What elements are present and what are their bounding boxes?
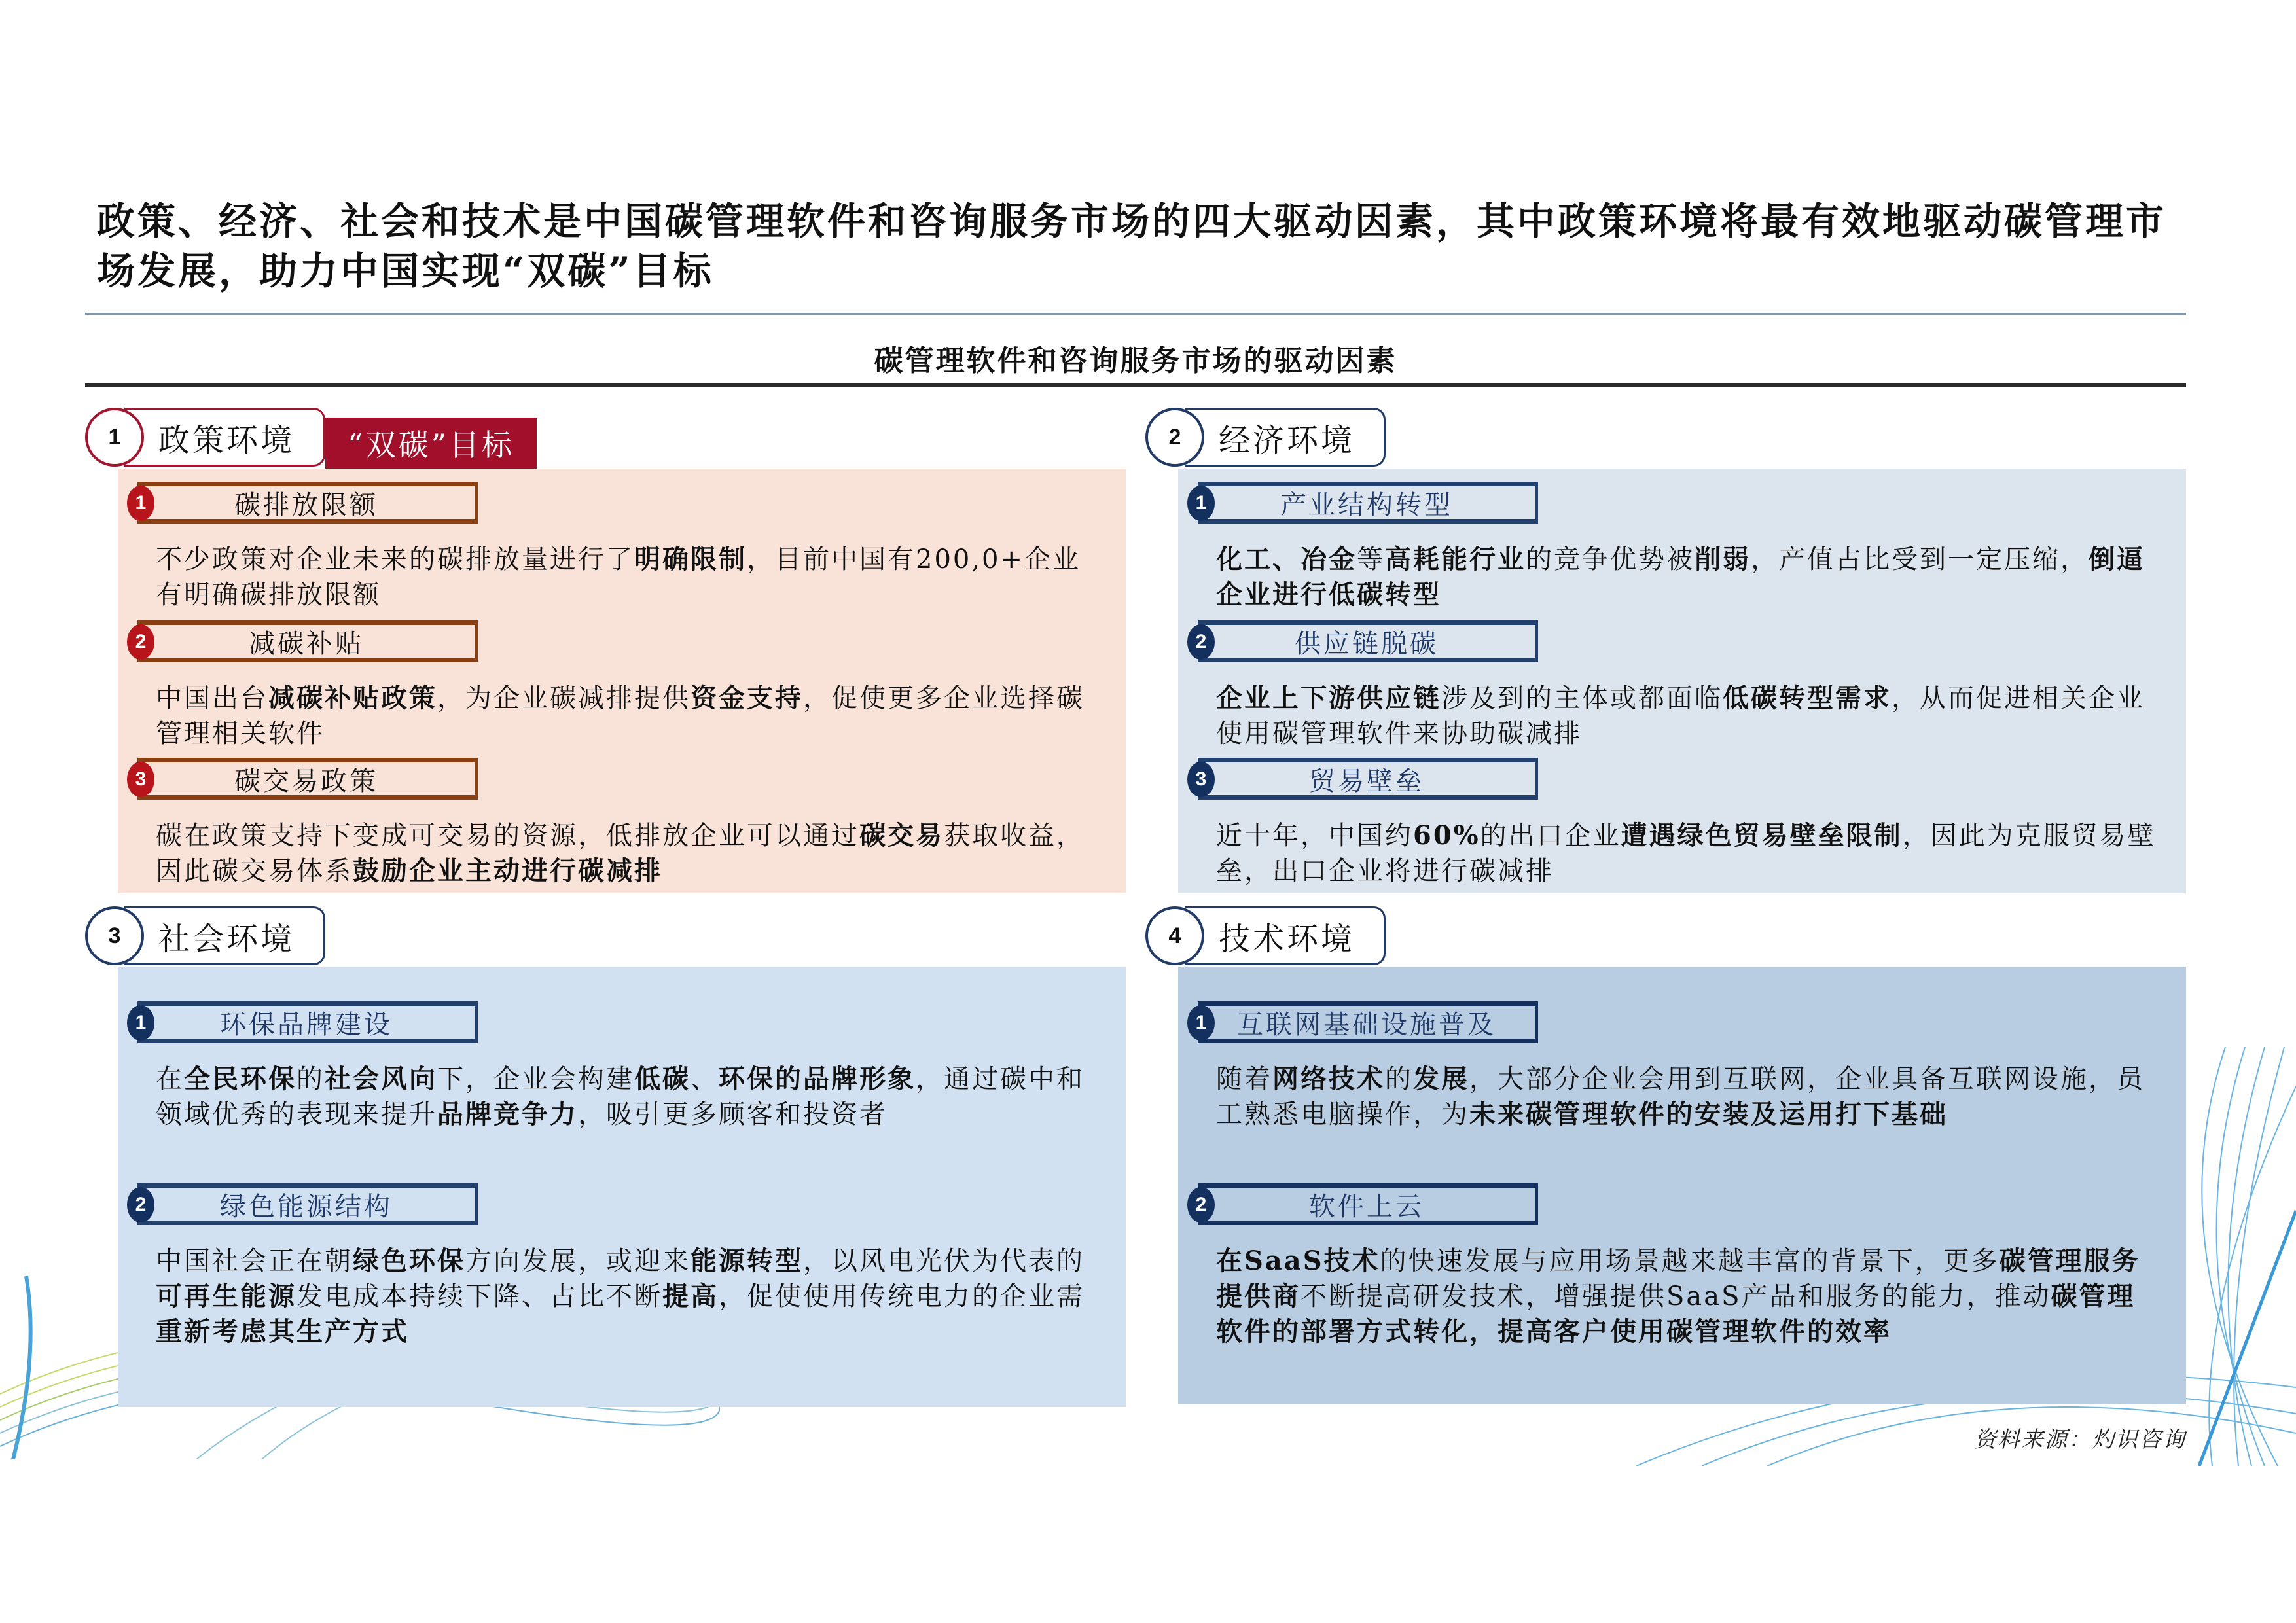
section-number-badge: 4	[1145, 906, 1204, 965]
item-number-icon: 2	[1187, 1187, 1215, 1222]
quadrant-economy	[1145, 406, 2186, 893]
section-number-badge: 2	[1145, 408, 1204, 467]
section-number-badge: 3	[85, 906, 144, 965]
quadrant-society	[85, 904, 1126, 1407]
item-label: 供应链脱碳	[1198, 620, 1538, 662]
section-title: 社会环境	[124, 906, 325, 965]
item-label: 碳排放限额	[137, 482, 478, 524]
subtitle-divider	[85, 383, 2186, 387]
item-label: 绿色能源结构	[137, 1183, 478, 1225]
item-label: 互联网基础设施普及	[1198, 1001, 1538, 1043]
item-description: 中国社会正在朝绿色环保方向发展，或迎来能源转型，以风电光伏为代表的可再生能源发电成本持续下降、占比不断提高，促使使用传统电力的企业需重新考虑其生产方式	[156, 1245, 1085, 1347]
item-label: 贸易壁垒	[1198, 758, 1538, 800]
item-label: 减碳补贴	[137, 620, 478, 662]
item-description: 在SaaS技术的快速发展与应用场景越来越丰富的背景下，更多碳管理服务提供商不断提高研发技术，增强提供SaaS产品和服务的能力，推动碳管理软件的部署方式转化，提高客户使用碳管理软件的效率	[1216, 1245, 2140, 1347]
item-number-icon: 1	[1187, 486, 1215, 521]
economy-header	[1145, 406, 1386, 469]
item-description: 不少政策对企业未来的碳排放量进行了明确限制，目前中国有200,0+企业有明确碳排放限额	[156, 544, 1081, 610]
item-number-icon: 2	[1187, 624, 1215, 660]
title-divider	[85, 313, 2186, 315]
section-number-badge: 1	[85, 408, 144, 467]
item-label: 环保品牌建设	[137, 1001, 478, 1043]
dual-carbon-badge: “双碳”目标	[325, 418, 537, 469]
technology-header	[1145, 904, 1386, 967]
policy-header	[85, 406, 537, 469]
item-description: 近十年，中国约60%的出口企业遭遇绿色贸易壁垒限制，因此为克服贸易壁垒，出口企业将进行碳减排	[1216, 820, 2156, 886]
page-title: 政策、经济、社会和技术是中国碳管理软件和咨询服务市场的四大驱动因素，其中政策环境将最有效地驱动碳管理市场发展，助力中国实现“双碳”目标	[97, 199, 2167, 293]
quadrant-policy	[85, 406, 1126, 893]
item-description: 碳在政策支持下变成可交易的资源，低排放企业可以通过碳交易获取收益，因此碳交易体系鼓励企业主动进行碳减排	[156, 820, 1085, 886]
item-description: 中国出台减碳补贴政策，为企业碳减排提供资金支持，促使更多企业选择碳管理相关软件	[156, 683, 1085, 749]
item-number-icon: 3	[1187, 762, 1215, 797]
item-label: 软件上云	[1198, 1183, 1538, 1225]
item-number-icon: 2	[127, 624, 154, 660]
item-number-icon: 1	[127, 1005, 154, 1041]
item-number-icon: 1	[127, 486, 154, 521]
item-number-icon: 2	[127, 1187, 154, 1222]
section-title: 技术环境	[1185, 906, 1386, 965]
item-number-icon: 3	[127, 762, 154, 797]
item-label: 产业结构转型	[1198, 482, 1538, 524]
item-number-icon: 1	[1187, 1005, 1215, 1041]
section-title: 政策环境	[124, 408, 325, 467]
item-description: 随着网络技术的发展，大部分企业会用到互联网，企业具备互联网设施，员工熟悉电脑操作，为未来碳管理软件的安装及运用打下基础	[1216, 1063, 2145, 1130]
section-title: 经济环境	[1185, 408, 1386, 467]
section-subtitle: 碳管理软件和咨询服务市场的驱动因素	[874, 344, 1397, 378]
quadrant-technology	[1145, 904, 2186, 1404]
item-description: 在全民环保的社会风向下，企业会构建低碳、环保的品牌形象，通过碳中和领域优秀的表现来提升品牌竞争力，吸引更多顾客和投资者	[156, 1063, 1085, 1130]
society-header	[85, 904, 325, 967]
item-label: 碳交易政策	[137, 758, 478, 800]
item-description: 化工、冶金等高耗能行业的竞争优势被削弱，产值占比受到一定压缩，倒逼企业进行低碳转型	[1216, 544, 2145, 610]
item-description: 企业上下游供应链涉及到的主体或都面临低碳转型需求，从而促进相关企业使用碳管理软件来协助碳减排	[1216, 683, 2145, 749]
source-note: 资料来源：灼识咨询	[1974, 1427, 2186, 1453]
